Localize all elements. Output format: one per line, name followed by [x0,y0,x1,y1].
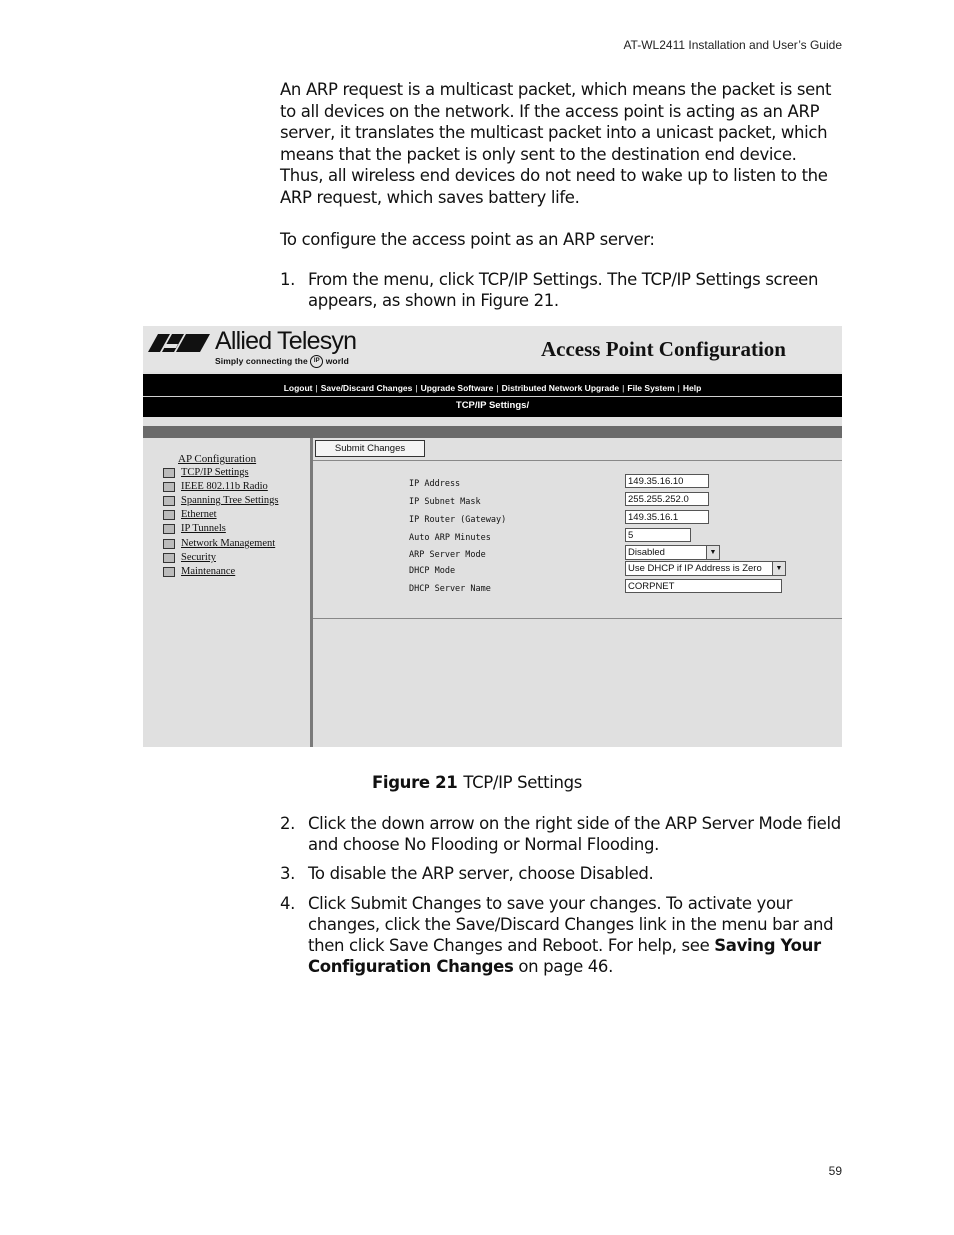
nav-item-security[interactable]: Security [163,552,216,563]
router-input[interactable]: 149.35.16.1 [625,510,709,524]
nav-panel [143,438,310,747]
step-number: 4. [280,894,296,913]
allied-telesyn-logo-icon [148,334,210,352]
ip-address-label: IP Address [409,479,461,489]
chevron-down-icon[interactable]: ▼ [706,546,719,559]
step-4 [280,893,842,977]
separator-strip [143,426,842,438]
nav-item-network-management[interactable]: Network Management [163,538,275,549]
nav-item-spanning-tree[interactable]: Spanning Tree Settings [163,495,278,506]
step-3 [280,863,842,884]
tcpip-settings-screenshot [143,326,842,747]
arp-server-mode-select[interactable]: Disabled ▼ [625,545,720,560]
step-text: To disable the ARP server, choose Disabled. [308,864,654,883]
arp-server-mode-label: ARP Server Mode [409,550,486,560]
figure-caption [0,773,954,792]
folder-icon [163,539,175,549]
step-2 [280,813,842,855]
ip-address-input[interactable]: 149.35.16.10 [625,474,709,488]
form-divider-bottom [313,618,842,619]
folder-icon [163,496,175,506]
menu-help[interactable]: Help [682,383,702,393]
dhcp-mode-select[interactable]: Use DHCP if IP Address is Zero ▼ [625,561,786,576]
menu-links: Logout | Save/Discard Changes | Upgrade Software | Distributed Network Upgrade | File System | Help [283,383,702,393]
dhcp-server-name-label: DHCP Server Name [409,584,491,594]
chevron-down-icon[interactable]: ▼ [772,562,785,575]
step-number: 2. [280,814,296,833]
page-number: 59 [828,1164,842,1178]
nav-item-ip-tunnels[interactable]: IP Tunnels [163,523,226,534]
intro-paragraph: An ARP request is a multicast packet, which means the packet is sent to all devices on the network. If the access point is acting as an ARP server, it translates the multicast packet into a unicast packet, which means that the packet is only sent to the destination end device. Thus, all wireless end devices do not need to wake up to listen to the ARP request, which saves battery life. [280,80,832,207]
nav-item-tcpip[interactable]: TCP/IP Settings [163,467,249,478]
menu-upgrade-software[interactable]: Upgrade Software [420,383,494,393]
figure-caption-text: TCP/IP Settings [463,773,582,792]
folder-icon [163,510,175,520]
nav-item-ethernet[interactable]: Ethernet [163,509,217,520]
step-text: From the menu, click TCP/IP Settings. The TCP/IP Settings screen appears, as shown in Figure 21. [308,270,819,310]
menu-bar [143,374,842,417]
nav-item-maintenance[interactable]: Maintenance [163,566,235,577]
form-divider-top [313,460,842,461]
app-title: Access Point Configuration [541,337,786,361]
folder-icon [163,567,175,577]
brand-name: Allied Telesyn [215,327,357,355]
lead-paragraph: To configure the access point as an ARP server: [280,230,655,249]
dhcp-server-name-input[interactable]: CORPNET [625,579,782,593]
menu-save-discard[interactable]: Save/Discard Changes [320,383,413,393]
page-icon [163,468,175,478]
submit-changes-button[interactable]: Submit Changes [315,440,425,457]
folder-icon [163,482,175,492]
running-header: AT-WL2411 Installation and User’s Guide [623,38,842,52]
folder-icon [163,524,175,534]
menu-file-system[interactable]: File System [627,383,675,393]
settings-form [313,438,842,747]
brand-tagline: Simply connecting the IP world [215,355,349,368]
folder-icon [163,553,175,563]
auto-arp-input[interactable]: 5 [625,528,691,542]
nav-item-radio[interactable]: IEEE 802.11b Radio [163,481,268,492]
cross-reference-link[interactable]: Saving Your Configuration Changes [308,936,821,976]
app-banner [143,326,842,372]
menu-distributed-upgrade[interactable]: Distributed Network Upgrade [501,383,620,393]
subnet-mask-label: IP Subnet Mask [409,497,481,507]
nav-heading[interactable]: AP Configuration [178,453,257,465]
ip-badge: IP [310,355,323,368]
figure-label: Figure 21 [371,773,458,792]
step-number: 3. [280,864,296,883]
subnet-mask-input[interactable]: 255.255.252.0 [625,492,709,506]
router-label: IP Router (Gateway) [409,515,507,525]
step-1 [280,269,842,311]
menu-logout[interactable]: Logout [283,383,313,393]
dhcp-mode-label: DHCP Mode [409,566,456,576]
step-number: 1. [280,270,296,289]
menu-divider [143,396,842,397]
step-text: Click the down arrow on the right side of the ARP Server Mode field and choose No Flooding or Normal Flooding. [308,814,841,854]
breadcrumb: TCP/IP Settings/ [455,400,530,411]
auto-arp-label: Auto ARP Minutes [409,533,491,543]
step-text: Click Submit Changes to save your changes. To activate your changes, click the Save/Discard Changes link in the menu bar and then click Save Changes and Reboot. For help, see Saving Your Configuration Changes on page 46. [308,894,834,976]
